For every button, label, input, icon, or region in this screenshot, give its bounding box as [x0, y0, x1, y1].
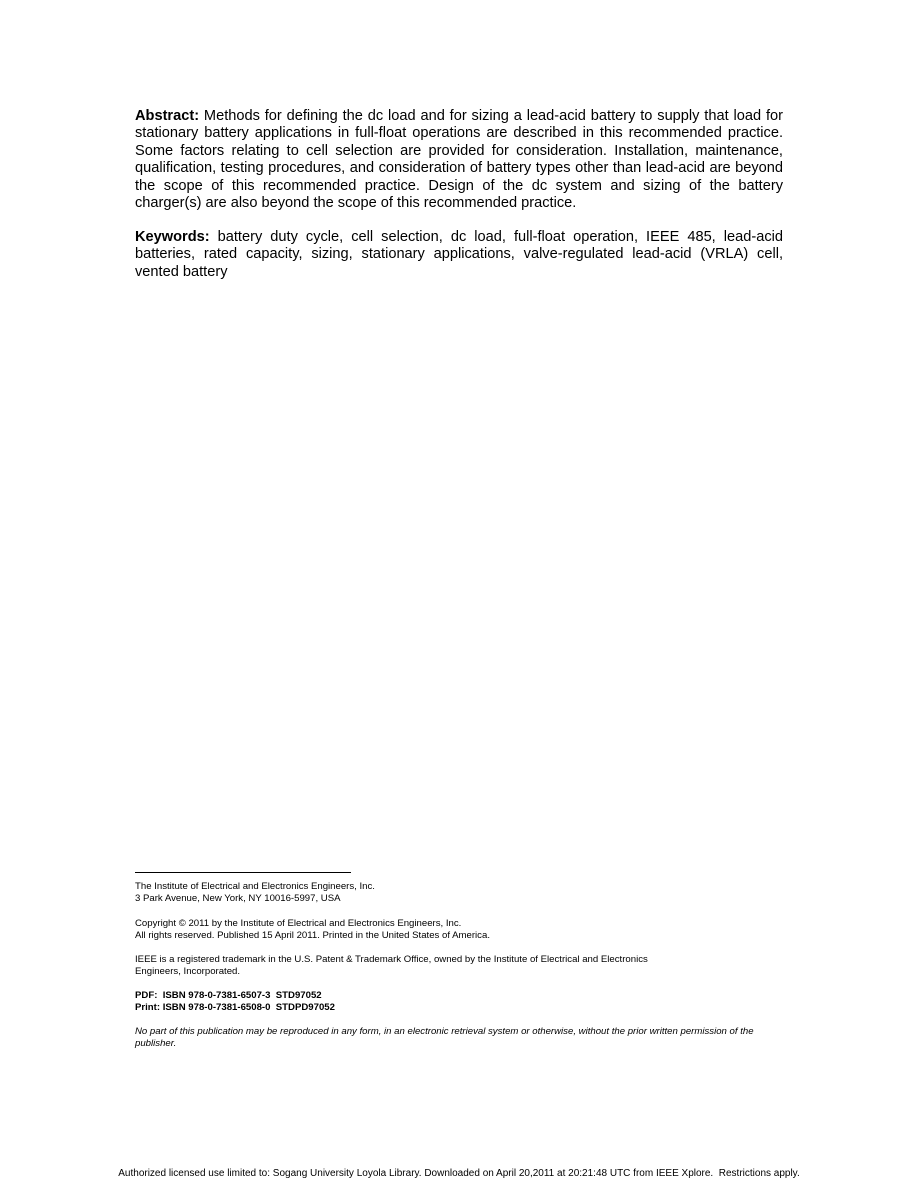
abstract-paragraph	[135, 108, 783, 212]
publisher-name: The Institute of Electrical and Electronics Engineers, Inc.	[135, 881, 375, 892]
publisher-block	[135, 881, 795, 905]
reproduction-notice	[135, 1026, 783, 1050]
trademark-line-1: IEEE is a registered trademark in the U.S. Patent & Trademark Office, owned by the Institute of Electrical and Electronics	[135, 954, 648, 965]
keywords-label: Keywords:	[135, 229, 210, 245]
copyright-line-1: Copyright © 2011 by the Institute of Electrical and Electronics Engineers, Inc.	[135, 918, 462, 929]
abstract-label: Abstract:	[135, 108, 200, 124]
footnote-divider	[135, 872, 351, 873]
isbn-block	[135, 990, 795, 1014]
keywords-paragraph	[135, 229, 783, 281]
abstract-text: Methods for defining the dc load and for sizing a lead-acid battery to supply that load for stationary battery applications in full-float operations are described in this recommended practice. Some factors relating to cell selection are provided for consideration. Installation, maintenance, qualification, testing procedures, and consideration of battery types other than lead-acid are beyond the scope of this recommended practice. Design of the dc system and sizing of the battery charger(s) are also beyond the scope of this recommended practice.	[135, 108, 783, 212]
isbn-pdf: PDF: ISBN 978-0-7381-6507-3 STD97052	[135, 990, 322, 1001]
isbn-print: Print: ISBN 978-0-7381-6508-0 STDPD97052	[135, 1002, 335, 1013]
trademark-line-2: Engineers, Incorporated.	[135, 966, 241, 977]
license-footer: Authorized licensed use limited to: Sogang University Loyola Library. Downloaded on April 20,2011 at 20:21:48 UTC from IEEE Xplore. Restrictions apply.	[118, 1168, 800, 1179]
copyright-line-2: All rights reserved. Published 15 April 2011. Printed in the United States of America.	[135, 930, 490, 941]
trademark-block	[135, 954, 795, 978]
keywords-text: battery duty cycle, cell selection, dc load, full-float operation, IEEE 485, lead-acid batteries, rated capacity, sizing, stationary applications, valve-regulated lead-acid (VRLA) cell, vented battery	[135, 229, 783, 280]
reproduction-notice-text: No part of this publication may be reproduced in any form, in an electronic retrieval system or otherwise, without the prior written permission of the publisher.	[135, 1026, 754, 1049]
publisher-address: 3 Park Avenue, New York, NY 10016-5997, USA	[135, 893, 341, 904]
copyright-block	[135, 918, 795, 942]
